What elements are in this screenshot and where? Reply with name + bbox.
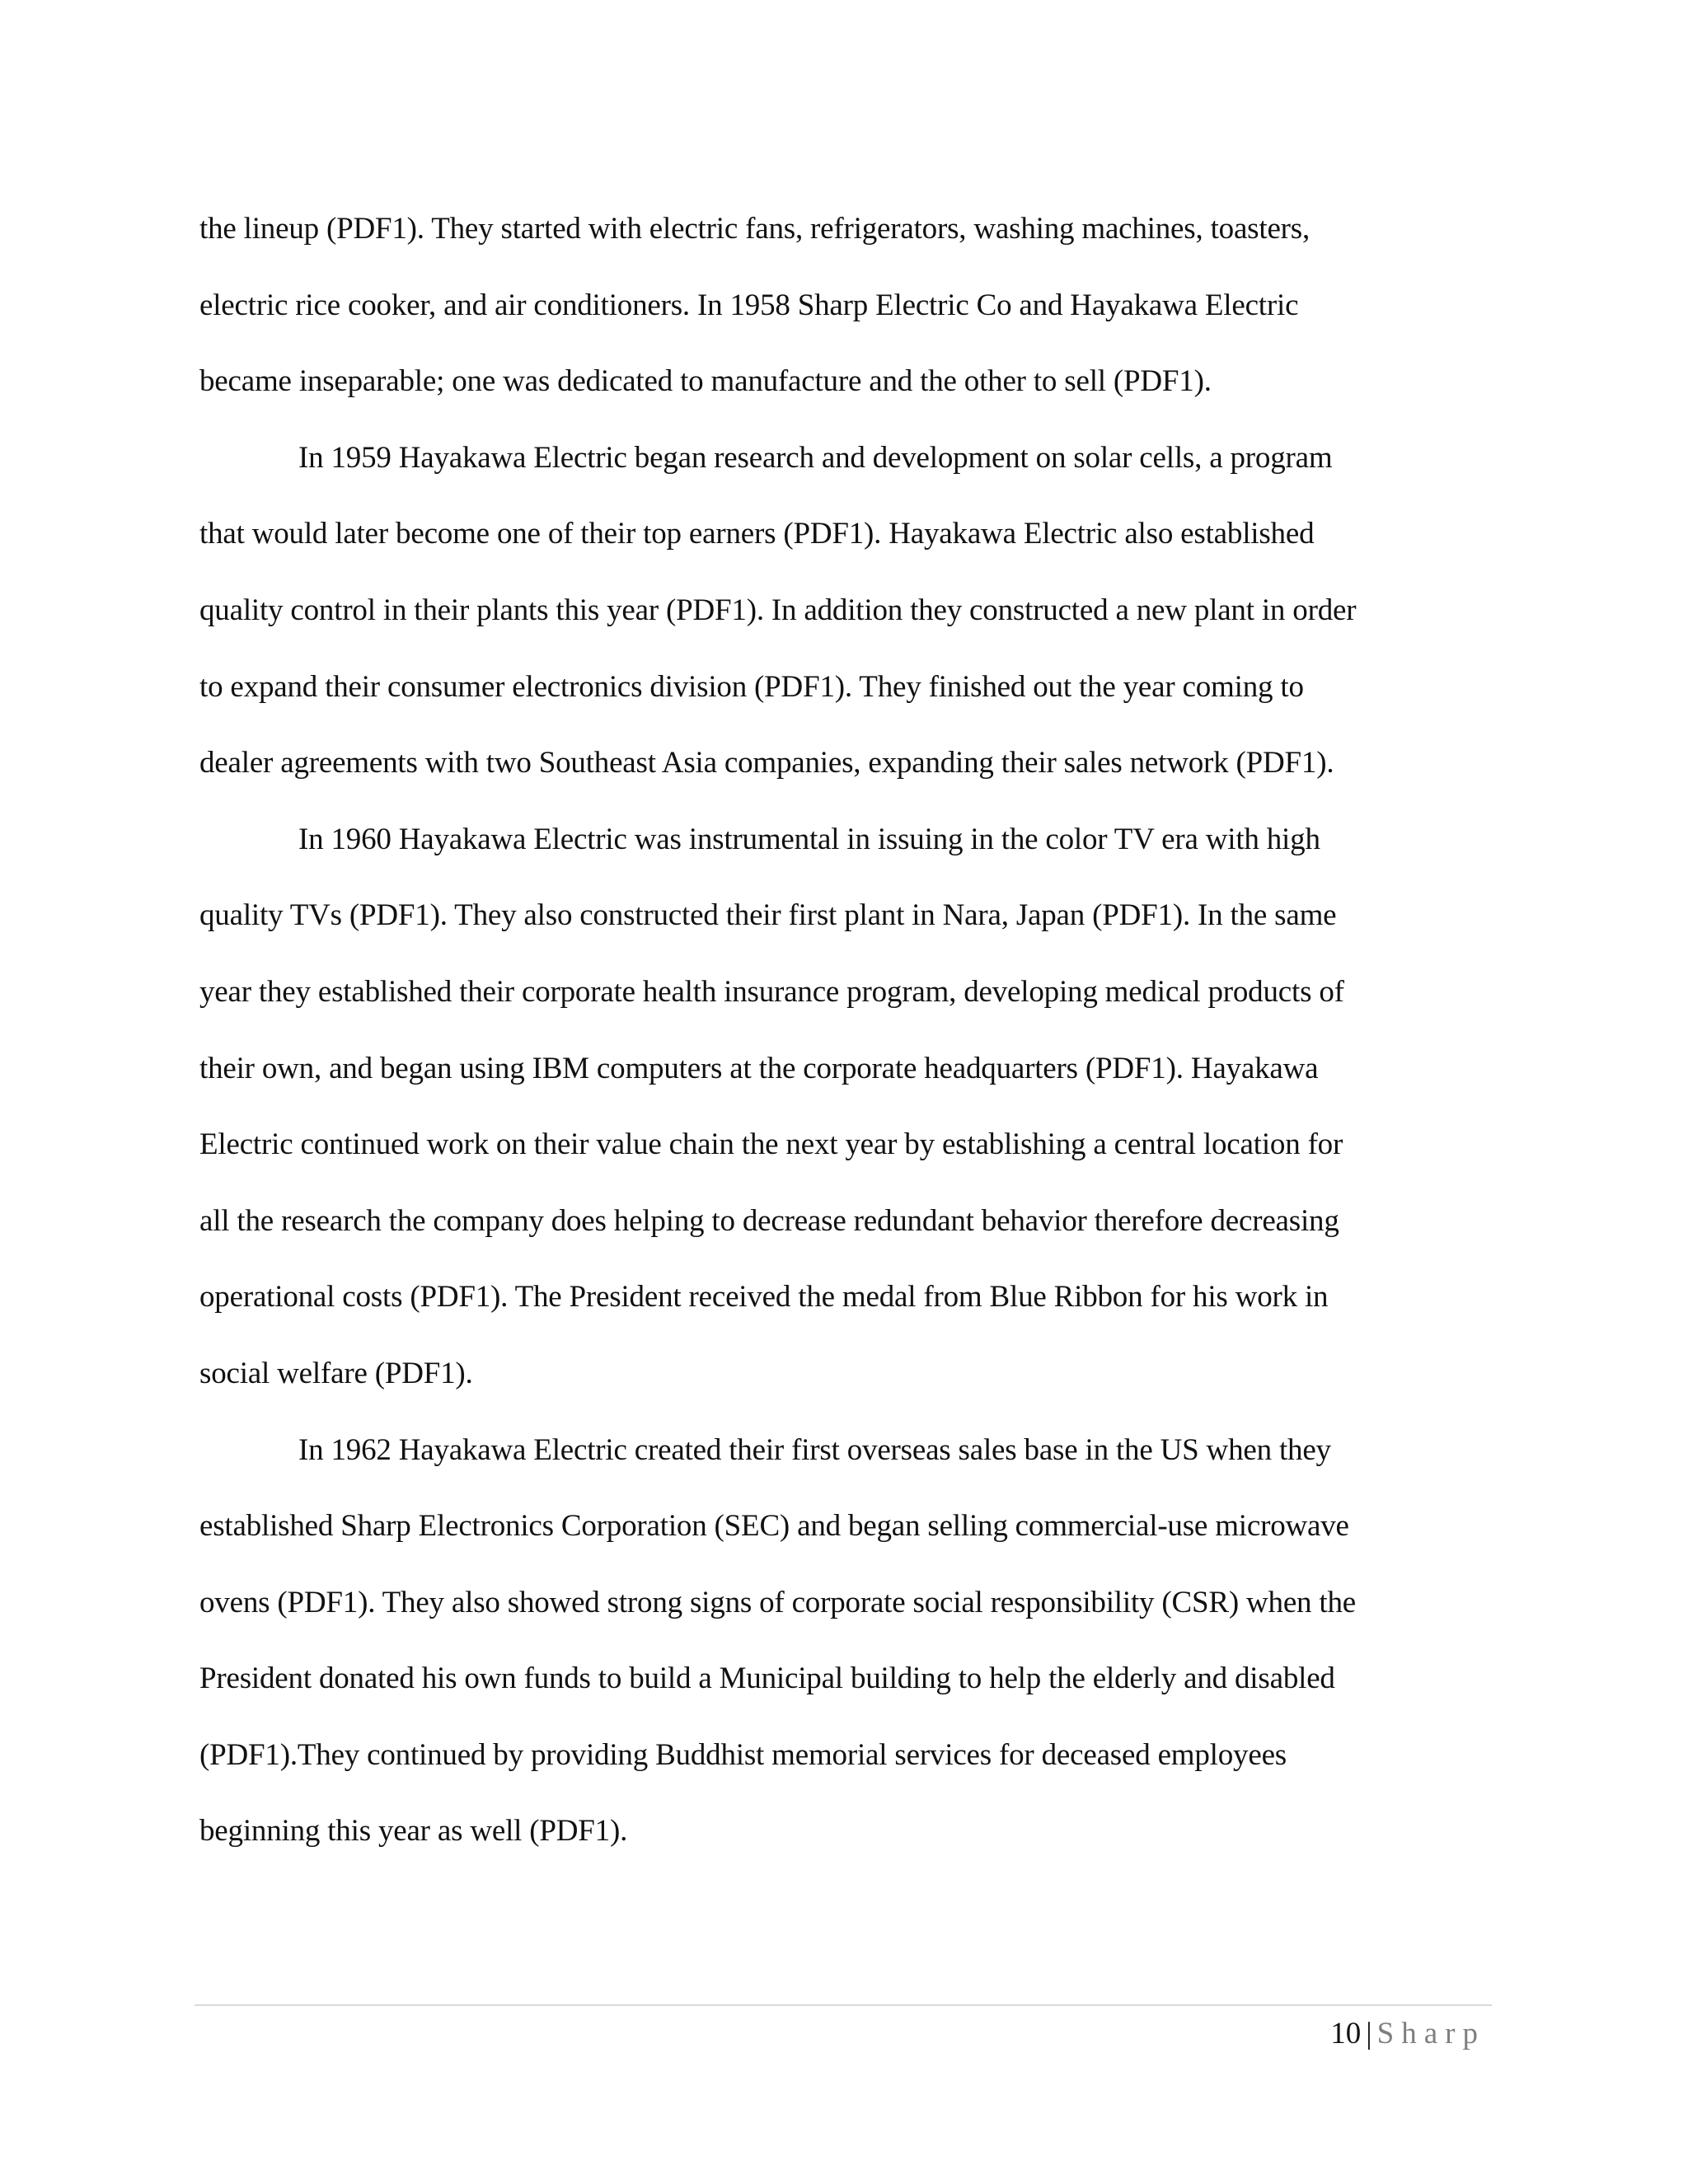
text-line: President donated his own funds to build a Municipal building to help the elderly and disabled [199, 1661, 1335, 1696]
text-line: year they established their corporate health insurance program, developing medical products of [199, 974, 1344, 1009]
text-line: In 1962 Hayakawa Electric created their first overseas sales base in the US when they [298, 1432, 1331, 1467]
paragraph-4 [199, 1413, 1485, 1871]
text-line: operational costs (PDF1). The President received the medal from Blue Ribbon for his work in [199, 1280, 1329, 1315]
body-text [199, 191, 1485, 1870]
text-line: became inseparable; one was dedicated to manufacture and the other to sell (PDF1). [199, 364, 1212, 399]
text-line: quality TVs (PDF1). They also constructed their first plant in Nara, Japan (PDF1). In the same [199, 898, 1337, 933]
text-line: their own, and began using IBM computers at the corporate headquarters (PDF1). Hayakawa [199, 1051, 1319, 1085]
text-line: Electric continued work on their value chain the next year by establishing a central location for [199, 1127, 1343, 1162]
text-line: that would later become one of their top earners (PDF1). Hayakawa Electric also established [199, 517, 1315, 551]
page-number: 10 [1330, 2017, 1362, 2050]
text-line: In 1960 Hayakawa Electric was instrumental in issuing in the color TV era with high [298, 822, 1320, 856]
text-line: all the research the company does helping to decrease redundant behavior therefore decreasing [199, 1203, 1339, 1238]
paragraph-2 [199, 420, 1485, 802]
text-line: In 1959 Hayakawa Electric began research and development on solar cells, a program [298, 440, 1333, 475]
text-line: beginning this year as well (PDF1). [199, 1814, 628, 1849]
text-line: quality control in their plants this year (PDF1). In addition they constructed a new plant in order [199, 593, 1357, 627]
text-line: (PDF1).They continued by providing Buddhist memorial services for deceased employees [199, 1737, 1287, 1772]
running-title: Sharp [1376, 2017, 1485, 2050]
text-line: the lineup (PDF1). They started with electric fans, refrigerators, washing machines, toasters, [199, 212, 1311, 246]
footer-rule [195, 2004, 1492, 2006]
text-line: ovens (PDF1). They also showed strong signs of corporate social responsibility (CSR) when the [199, 1585, 1356, 1619]
text-line: to expand their consumer electronics division (PDF1). They finished out the year coming to [199, 669, 1304, 704]
text-line: dealer agreements with two Southeast Asia companies, expanding their sales network (PDF1). [199, 746, 1334, 780]
text-line: established Sharp Electronics Corporation (SEC) and began selling commercial-use microwave [199, 1509, 1349, 1544]
text-line: social welfare (PDF1). [199, 1356, 473, 1390]
footer-separator: | [1366, 2017, 1372, 2050]
page-footer [1330, 2011, 1485, 2057]
paragraph-1 [199, 191, 1485, 420]
paragraph-3 [199, 802, 1485, 1413]
text-line: electric rice cooker, and air conditioners. In 1958 Sharp Electric Co and Hayakawa Electric [199, 288, 1299, 322]
